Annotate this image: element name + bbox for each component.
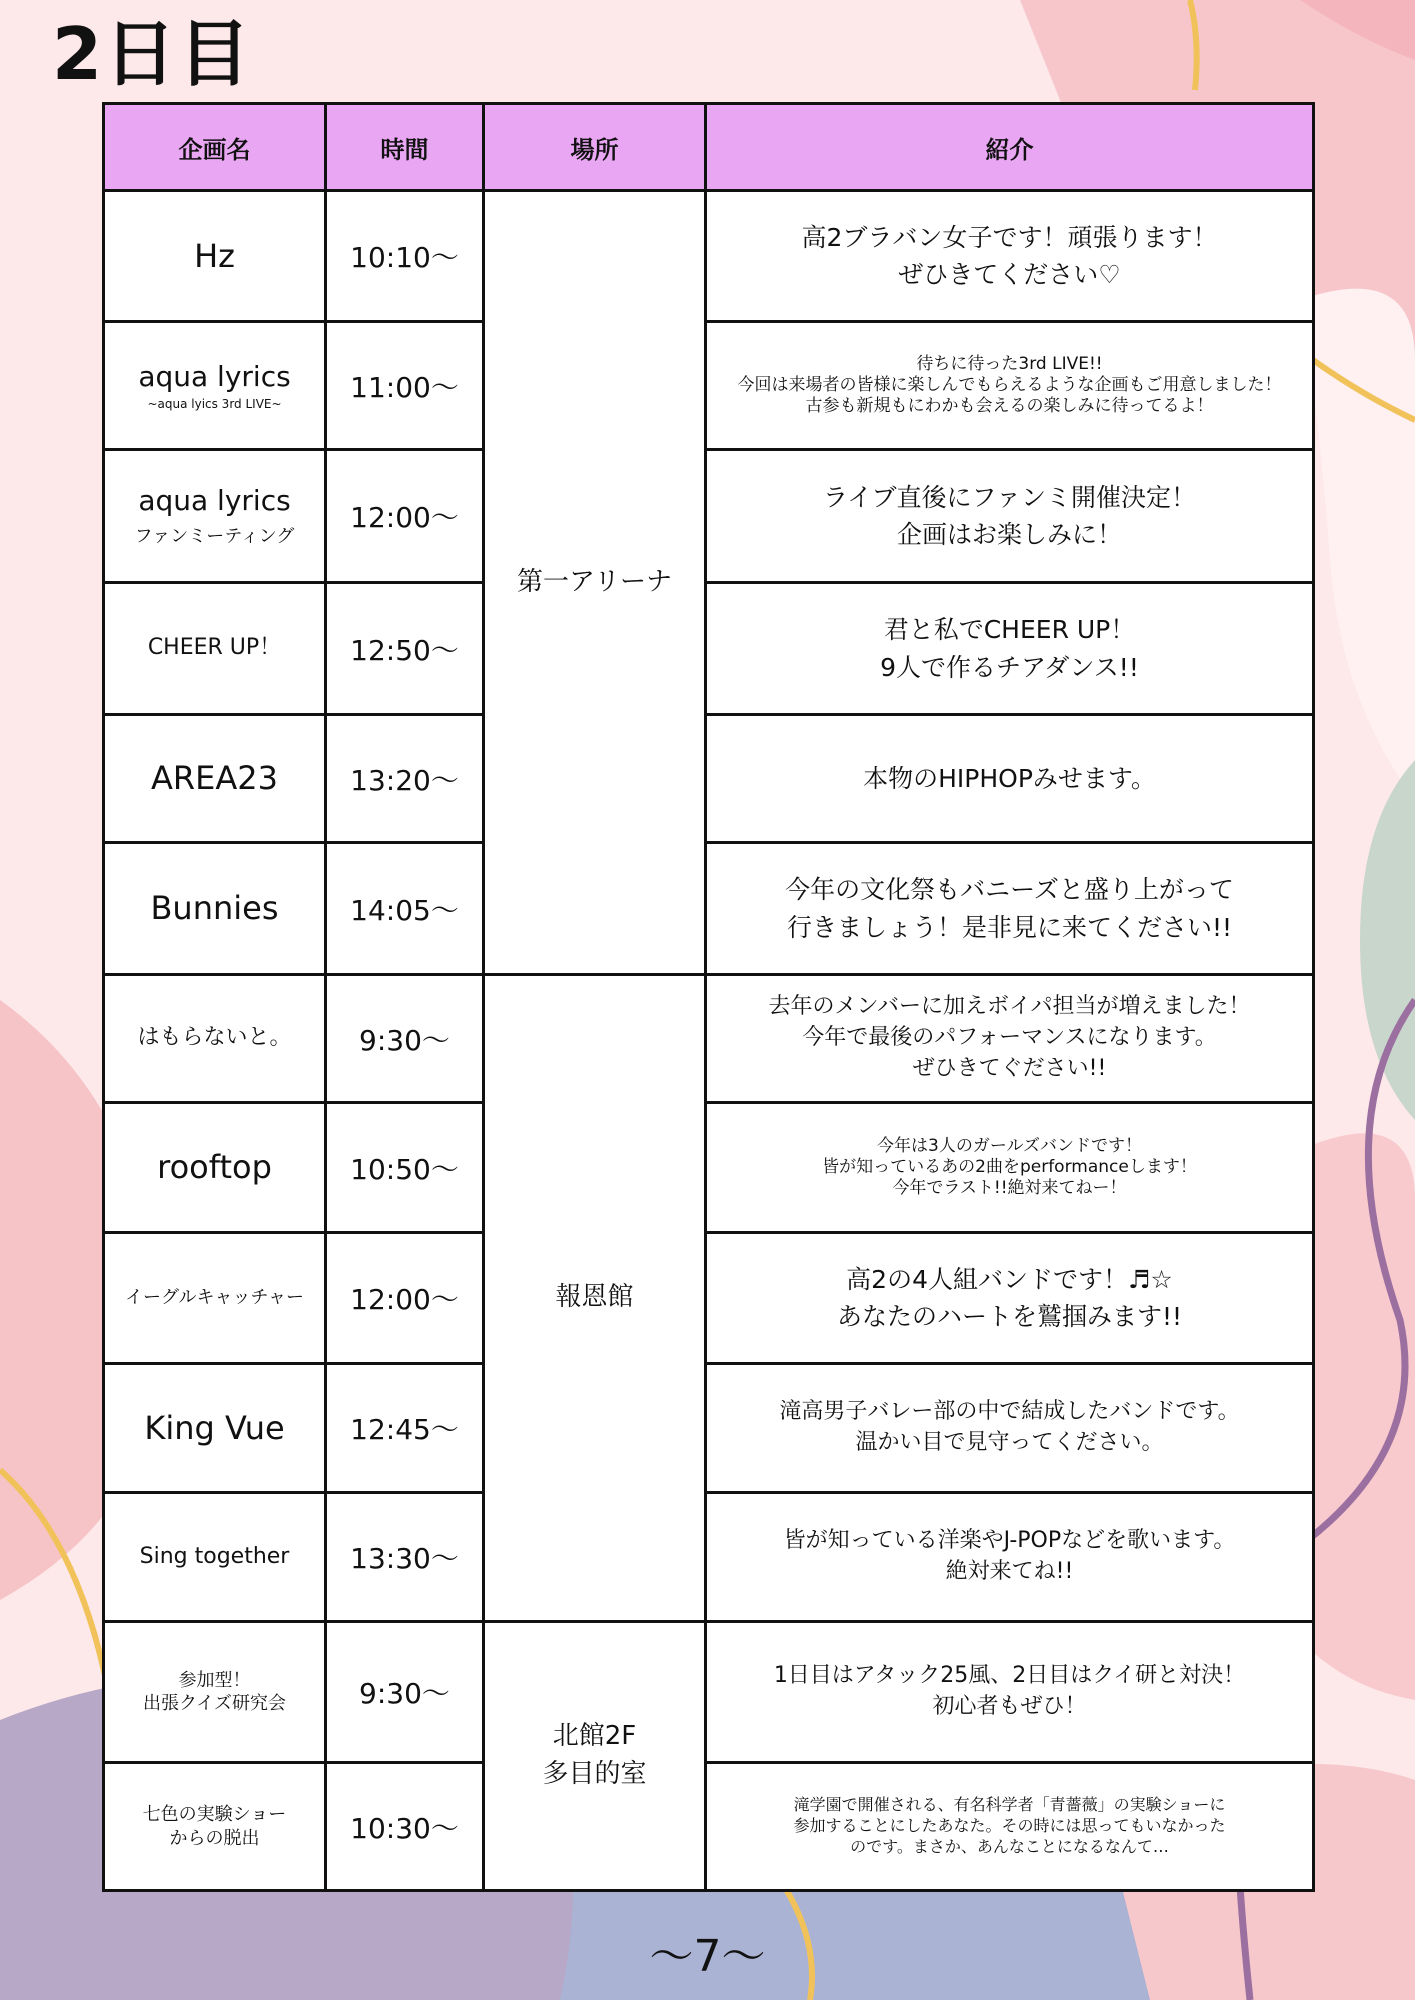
intro-line: ライブ直後にファンミ開催決定！ <box>822 482 1196 512</box>
schedule-table <box>102 102 1315 1892</box>
event-name <box>104 1233 326 1364</box>
event-name-text: はもらないと。 <box>137 1025 292 1051</box>
event-name <box>104 1622 326 1763</box>
table-row <box>104 1103 1314 1233</box>
table-row <box>104 1763 1314 1891</box>
event-time-text: 12:50〜 <box>350 633 459 667</box>
venue-text: 報恩館 <box>555 1282 634 1313</box>
event-time <box>326 715 484 843</box>
intro-line: 古参も新規もにわかも会えるの楽しみに待ってるよ！ <box>805 396 1214 417</box>
event-name-line2: 出張クイズ研究会 <box>143 1693 286 1714</box>
table-row <box>104 715 1314 843</box>
event-time-text: 10:10〜 <box>350 241 459 274</box>
event-time-text: 12:00〜 <box>350 1283 459 1316</box>
intro-line: 9人で作るチアダンス!! <box>880 652 1139 682</box>
event-time <box>326 1233 484 1364</box>
event-time <box>326 1103 484 1233</box>
event-name <box>104 191 326 322</box>
intro-line: ぜひきてください♡ <box>898 260 1121 289</box>
event-time <box>326 583 484 715</box>
intro-line: ぜひきてぐださい!! <box>912 1055 1107 1081</box>
event-time-text: 12:00〜 <box>350 501 459 534</box>
event-name <box>104 1103 326 1233</box>
event-name-text: CHEER UP！ <box>147 635 282 661</box>
event-time <box>326 450 484 583</box>
event-name-text: rooftop <box>157 1148 272 1187</box>
event-time-text: 10:30〜 <box>350 1811 459 1845</box>
event-intro <box>706 975 1314 1103</box>
intro-line: 高2ブラバン女子です！頑張ります！ <box>801 222 1218 252</box>
event-name-text: King Vue <box>144 1408 285 1447</box>
intro-line: 滝高男子バレー部の中で結成したバンドです。 <box>779 1399 1240 1425</box>
intro-line: 去年のメンバーに加えボイパ担当が増えました！ <box>768 994 1251 1020</box>
header-name: 企画名 <box>104 104 326 191</box>
venue-text-line2: 多目的室 <box>542 1759 647 1789</box>
event-name <box>104 1763 326 1891</box>
event-intro <box>706 1493 1314 1622</box>
event-time-text: 10:50〜 <box>350 1152 459 1186</box>
intro-line: 今年は3人のガールズバンドです！ <box>877 1135 1142 1156</box>
event-time-text: 11:00〜 <box>350 370 459 404</box>
table-row <box>104 1493 1314 1622</box>
header-venue: 場所 <box>484 104 706 191</box>
event-time-text: 9:30〜 <box>359 1677 450 1710</box>
intro-line: 初心者もぜひ！ <box>932 1694 1087 1719</box>
venue-cell <box>484 1622 706 1891</box>
intro-line: 本物のHIPHOPみせます。 <box>863 763 1156 793</box>
venue-text: 北館2F <box>552 1721 637 1752</box>
event-intro <box>706 1364 1314 1493</box>
intro-line: 待ちに待った3rd LIVE!! <box>916 353 1103 374</box>
intro-line: 今年で最後のパフォーマンスになります。 <box>802 1025 1217 1051</box>
event-name <box>104 843 326 975</box>
event-name <box>104 583 326 715</box>
event-name-subtitle: ファンミーティング <box>134 525 295 547</box>
intro-line: 温かい目で見守ってください。 <box>855 1430 1164 1455</box>
intro-line: 1日目はアタック25風、2日目はクイ研と対決！ <box>773 1663 1246 1689</box>
event-time <box>326 975 484 1103</box>
event-name <box>104 975 326 1103</box>
page-number: 〜7〜 <box>649 1931 766 1982</box>
event-name-text: イーグルキャッチャー <box>125 1287 304 1309</box>
table-row <box>104 322 1314 450</box>
table-row <box>104 843 1314 975</box>
intro-line: 絶対来てね!! <box>945 1559 1074 1584</box>
event-name-text: Bunnies <box>150 889 279 928</box>
table-row <box>104 1233 1314 1364</box>
event-time <box>326 1493 484 1622</box>
event-intro <box>706 715 1314 843</box>
event-time <box>326 843 484 975</box>
event-time-text: 13:30〜 <box>350 1542 459 1575</box>
table-row <box>104 450 1314 583</box>
event-time-text: 14:05〜 <box>350 893 459 927</box>
table-row <box>104 191 1314 322</box>
event-name-line2: からの脱出 <box>169 1827 260 1849</box>
intro-line: 滝学園で開催される、有名科学者「青薔薇」の実験ショーに <box>793 1795 1226 1815</box>
intro-line: 高2の4人組バンドです！♬☆ <box>846 1264 1173 1294</box>
bg-shape-right-green <box>1360 760 1415 1120</box>
header-intro: 紹介 <box>706 104 1314 191</box>
event-time-text: 9:30〜 <box>359 1023 450 1057</box>
table-row <box>104 583 1314 715</box>
intro-line: 皆が知っている洋楽やJ-POPなどを歌います。 <box>783 1528 1236 1554</box>
header-row <box>104 104 1314 191</box>
table-row <box>104 1364 1314 1493</box>
intro-line: 君と私でCHEER UP！ <box>883 615 1136 644</box>
intro-line: あなたのハートを鷲掴みます!! <box>836 1302 1183 1331</box>
event-name-text: Sing together <box>139 1543 290 1569</box>
event-time <box>326 1364 484 1493</box>
intro-line: 参加することにしたあなた。その時には思ってもいなかった <box>793 1816 1226 1836</box>
event-intro <box>706 843 1314 975</box>
intro-line: 企画はお楽しみに！ <box>896 520 1122 549</box>
event-time-text: 13:20〜 <box>350 763 459 797</box>
event-name <box>104 450 326 583</box>
event-name <box>104 322 326 450</box>
table-row <box>104 1622 1314 1763</box>
event-name-text: 参加型！ <box>178 1669 251 1691</box>
intro-line: 皆が知っているあの2曲をperformanceします！ <box>822 1156 1197 1177</box>
event-time <box>326 322 484 450</box>
event-name-text: Hz <box>194 236 235 275</box>
event-time <box>326 1763 484 1891</box>
event-time <box>326 191 484 322</box>
intro-line: 今回は来場者の皆様に楽しんでもらえるような企画もご用意しました！ <box>737 374 1282 395</box>
event-name <box>104 1364 326 1493</box>
event-name-text: aqua lyrics <box>138 484 291 518</box>
event-intro <box>706 191 1314 322</box>
event-intro <box>706 1103 1314 1233</box>
venue-text: 第一アリーナ <box>517 566 672 597</box>
intro-line: 行きましょう！是非見に来てください!! <box>786 912 1233 942</box>
event-intro <box>706 1233 1314 1364</box>
table-row <box>104 975 1314 1103</box>
event-intro <box>706 1763 1314 1891</box>
intro-line: 今年の文化祭もバニーズと盛り上がって <box>785 875 1234 904</box>
event-name-text: AREA23 <box>151 759 278 798</box>
venue-cell <box>484 975 706 1622</box>
event-time <box>326 1622 484 1763</box>
venue-cell <box>484 191 706 975</box>
event-name-text: aqua lyrics <box>138 359 291 393</box>
event-name <box>104 1493 326 1622</box>
intro-line: のです。まさか、あんなことになるなんて… <box>850 1836 1169 1856</box>
day-title: 2日目 <box>52 12 253 96</box>
event-time-text: 12:45〜 <box>350 1413 459 1446</box>
event-intro <box>706 450 1314 583</box>
event-intro <box>706 1622 1314 1763</box>
event-name-subtitle: ~aqua lyics 3rd LIVE~ <box>147 397 282 412</box>
event-name-text: 七色の実験ショー <box>142 1804 287 1826</box>
intro-line: 今年でラスト!!絶対来てねー！ <box>892 1178 1127 1199</box>
header-time: 時間 <box>326 104 484 191</box>
event-name <box>104 715 326 843</box>
event-intro <box>706 322 1314 450</box>
event-intro <box>706 583 1314 715</box>
